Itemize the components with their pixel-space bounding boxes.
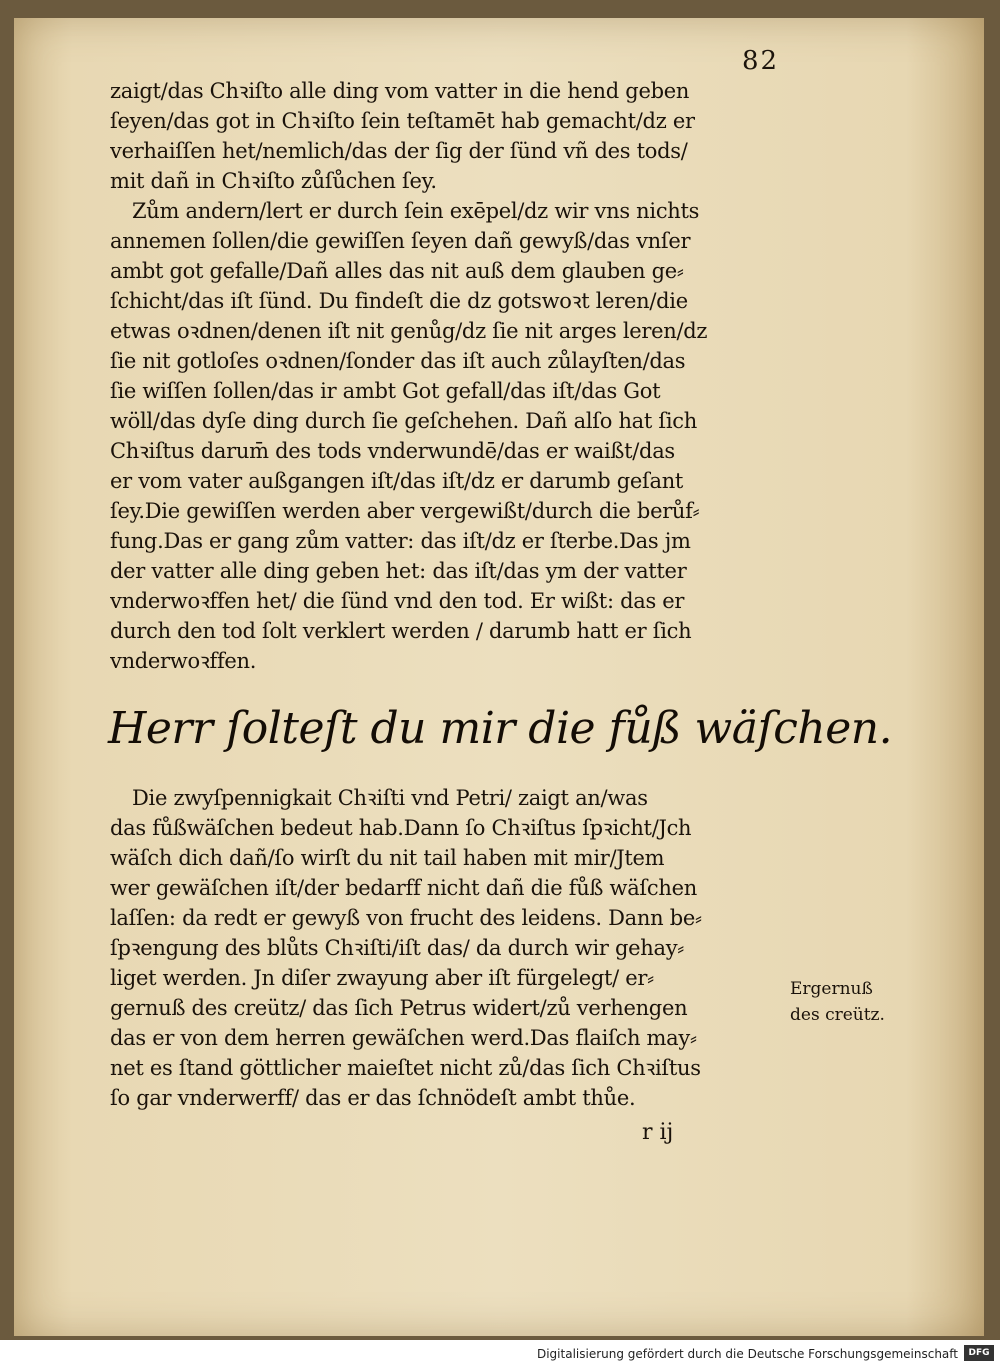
section-heading: Herr ſolteſt du mir die fůß wäſchen.	[108, 703, 893, 754]
page-number: 82	[742, 46, 780, 76]
text-line: wer gewäſchen iſt/der bedarff nicht dañ die fůß wäſchen	[110, 876, 697, 900]
text-line: Zům andern/lert er durch ſein exēpel/dz wir vns nichts	[132, 199, 700, 223]
text-line: ſie nit gotloſes oꝛdnen/ſonder das iſt auch zůlayſten/das	[110, 349, 686, 373]
text-line: ſeyen/das got in Chꝛiſto ſein teſtamēt hab gemacht/dz er	[110, 109, 695, 133]
text-line: etwas oꝛdnen/denen iſt nit genůg/dz ſie nit arges leren/dz	[110, 319, 708, 343]
text-line: das er von dem herren gewäſchen werd.Das flaiſch may⸗	[110, 1026, 697, 1050]
book-page	[14, 18, 984, 1336]
text-line: fung.Das er gang zům vatter: das iſt/dz er ſterbe.Das jm	[110, 529, 691, 553]
text-line: vnderwoꝛffen het/ die ſünd vnd den tod. Er wißt: das er	[110, 589, 685, 613]
text-line: ſey.Die gewiſſen werden aber vergewißt/durch die berůf⸗	[110, 499, 700, 523]
text-line: net es ſtand göttlicher maieſtet nicht zů/das ſich Chꝛiſtus	[110, 1056, 701, 1080]
margin-note	[790, 976, 900, 1028]
text-line: wöll/das dyſe ding durch ſie geſchehen. Dañ alſo hat ſich	[110, 409, 697, 433]
text-line: Chꝛiſtus darum̄ des tods vnderwundē/das er waißt/das	[110, 439, 675, 463]
text-line: vnderwoꝛffen.	[110, 649, 257, 673]
margin-note-line: des creütz.	[790, 1005, 885, 1025]
paragraph-1	[110, 76, 695, 196]
margin-note-line: Ergernuß	[790, 979, 873, 999]
text-line: er vom vater außgangen iſt/das iſt/dz er darumb geſant	[110, 469, 684, 493]
text-line: ſpꝛengung des blůts Chꝛiſti/iſt das/ da durch wir gehay⸗	[110, 936, 684, 960]
text-line: annemen ſollen/die gewiſſen ſeyen dañ gewyß/das vnſer	[110, 229, 691, 253]
text-line: ambt got gefalle/Dañ alles das nit auß dem glauben ge⸗	[110, 259, 684, 283]
text-line: wäſch dich dañ/ſo wirſt du nit tail haben mit mir/Jtem	[110, 846, 665, 870]
text-line: ſie wiſſen ſollen/das ir ambt Got gefall/das iſt/das Got	[110, 379, 661, 403]
text-line: laſſen: da redt er gewyß von frucht des leidens. Dann be⸗	[110, 906, 702, 930]
paragraph-3	[110, 783, 702, 1113]
dfg-logo: DFG	[964, 1345, 994, 1361]
text-line: Die zwyſpennigkait Chꝛiſti vnd Petri/ zaigt an/was	[132, 786, 648, 810]
paragraph-2	[110, 196, 707, 676]
text-line: durch den tod ſolt verklert werden / darumb hatt er ſich	[110, 619, 692, 643]
text-line: ſo gar vnderwerff/ das er das ſchnödeſt ambt thůe.	[110, 1086, 636, 1110]
text-line: zaigt/das Chꝛiſto alle ding vom vatter in die hend geben	[110, 79, 690, 103]
signature-mark: r ij	[642, 1120, 674, 1145]
text-line: ſchicht/das iſt ſünd. Du findeſt die dz gotswoꝛt leren/die	[110, 289, 688, 313]
text-line: das fůßwäſchen bedeut hab.Dann ſo Chꝛiſtus ſpꝛicht/Jch	[110, 816, 692, 840]
funding-credit: Digitalisierung gefördert durch die Deutsche Forschungsgemeinschaft	[536, 1347, 958, 1361]
text-line: verhaiſſen het/nemlich/das der ſig der ſünd vñ des tods/	[110, 139, 688, 163]
text-line: liget werden. Jn diſer zwayung aber iſt fürgelegt/ er⸗	[110, 966, 654, 990]
text-line: mit dañ in Chꝛiſto zůſůchen ſey.	[110, 169, 437, 193]
text-line: gernuß des creütz/ das ſich Petrus widert/zů verhengen	[110, 996, 688, 1020]
text-line: der vatter alle ding geben het: das iſt/das ym der vatter	[110, 559, 687, 583]
footer-bar	[0, 1340, 1000, 1367]
